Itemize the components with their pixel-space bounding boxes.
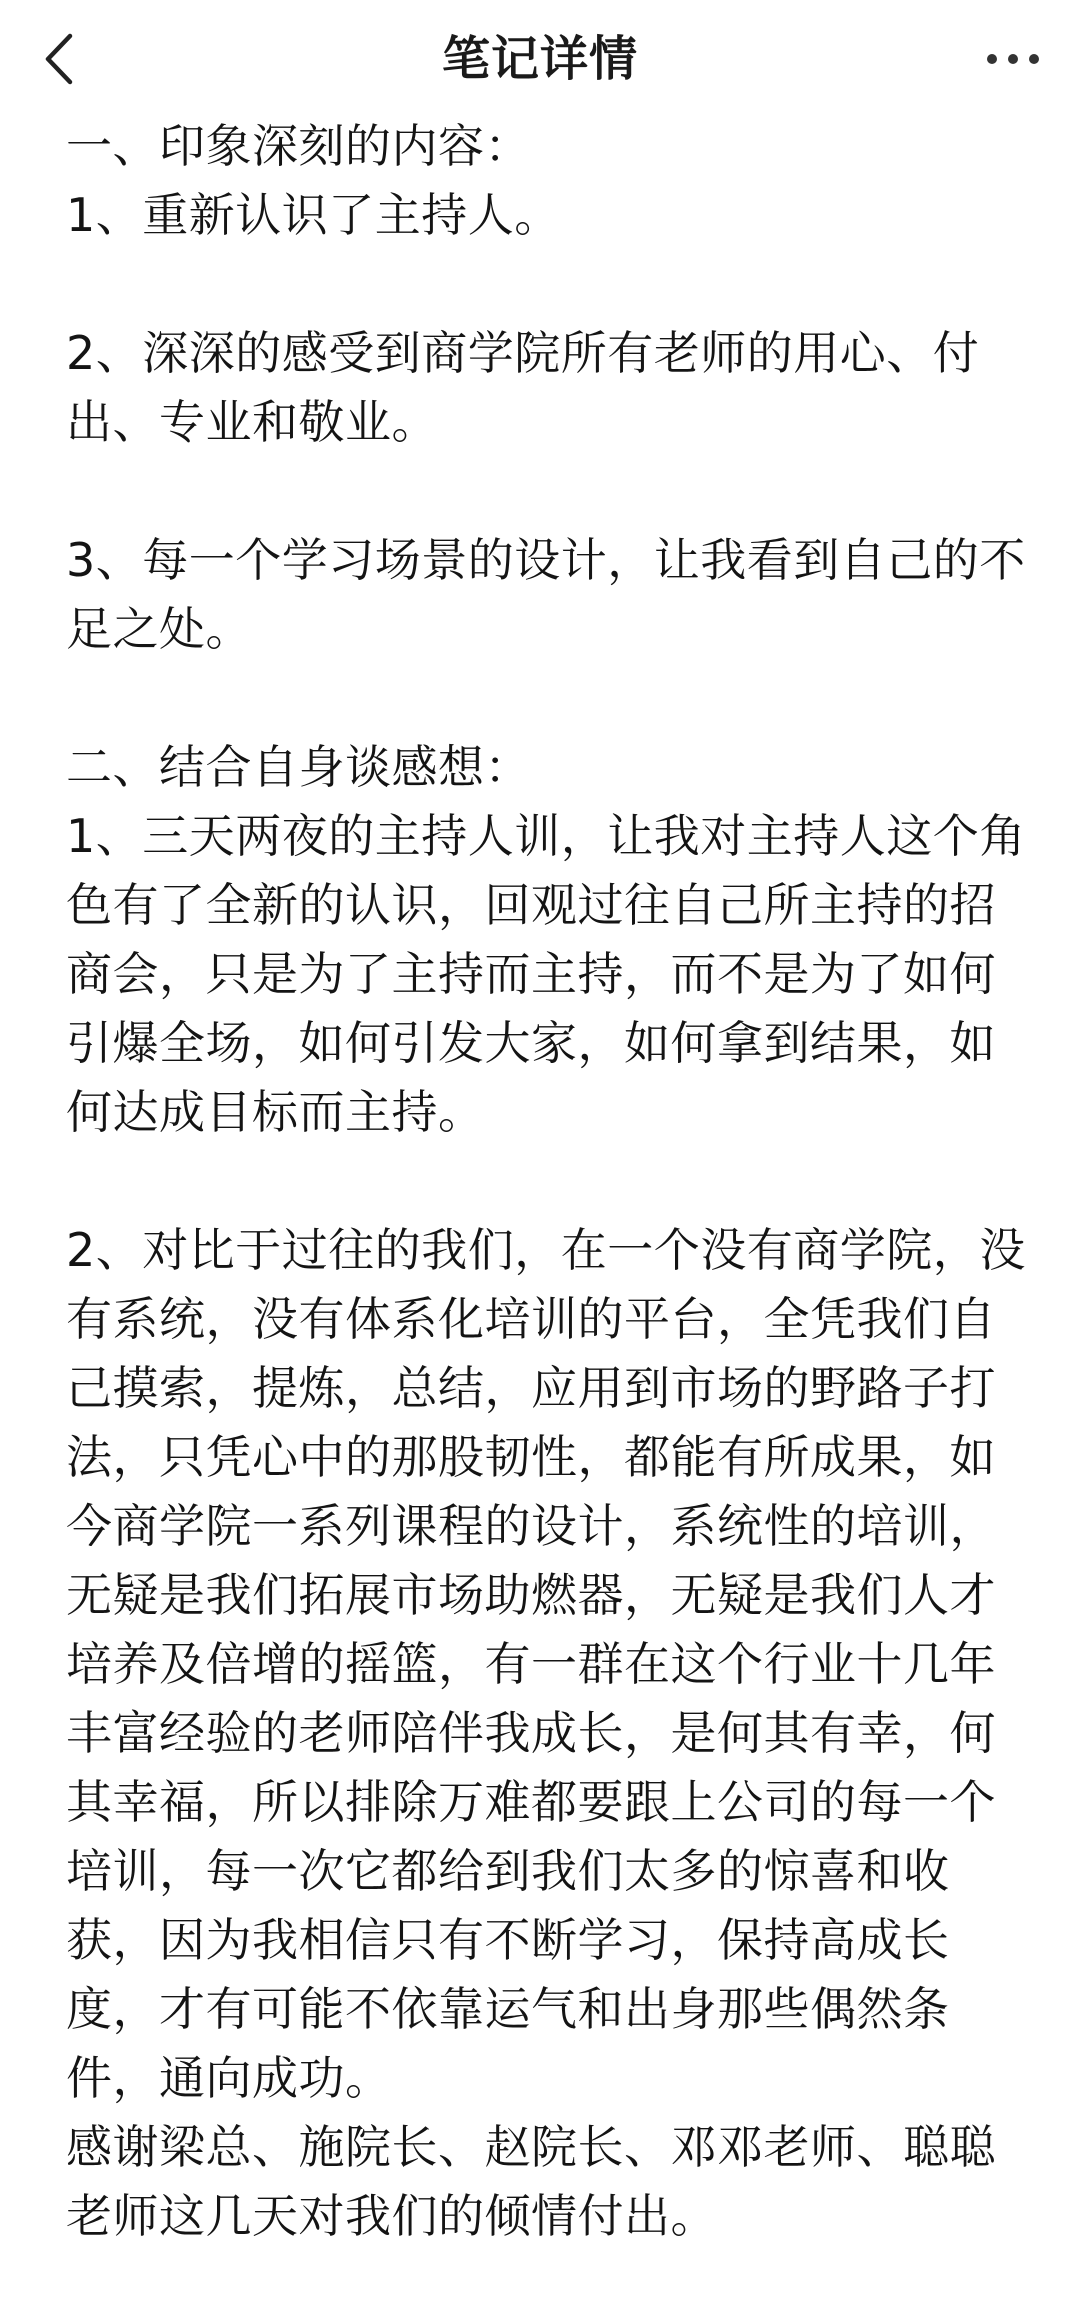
more-button[interactable] [968,24,1058,94]
paragraph-gap [66,250,1026,319]
impression-item-2: 2、深深的感受到商学院所有老师的用心、付 出、专业和敬业。 [66,326,980,449]
page-title: 笔记详情 [441,31,638,87]
thanks-paragraph: 感谢梁总、施院长、赵院长、邓邓老师、聪聪 老师这几天对我们的倾情付出。 [66,2120,996,2243]
paragraph-gap [66,457,1026,526]
reflection-item-2: 2、对比于过往的我们，在一个没有商学院，没 有系统，没有体系化培训的平台，全凭我们自 己摸索，提炼，总结，应用到市场的野路子打 法，只凭心中的那股韧性，都能有所成果，如 今商学院一系列课程的设计，系统性的培训， 无疑是我们拓展市场助燃器，无疑是我们人才 培养及倍增的摇篮，有一群在这个行业十几年 丰富经验的老师陪伴我成长，是何其有幸，何 其幸福，所以排除万难都要跟上公司的每一个 培训，每一次它都给到我们太多的惊喜和收 获，因为我相信只有不断学习，保持高成长 度，才有可能不依靠运气和出身那些偶然条 件，通向成功。 [66,1223,1026,2105]
reflection-item-1: 1、三天两夜的主持人训，让我对主持人这个角 色有了全新的认识，回观过往自己所主持的招 商会，只是为了主持而主持，而不是为了如何 引爆全场，如何引发大家，如何拿到结果，如 何达成目标而主持。 [66,809,1026,1139]
paragraph-gap [66,1147,1026,1216]
more-horizontal-icon [985,52,1041,66]
section-heading-impressions: 一、印象深刻的内容： [66,119,531,173]
note-content [66,112,1026,2251]
section-heading-reflections: 二、结合自身谈感想： [66,740,531,794]
paragraph-gap [66,664,1026,733]
impression-item-3: 3、每一个学习场景的设计，让我看到自己的不 足之处。 [66,533,1026,656]
top-nav-bar [0,0,1080,118]
impression-item-1: 1、重新认识了主持人。 [66,188,561,242]
